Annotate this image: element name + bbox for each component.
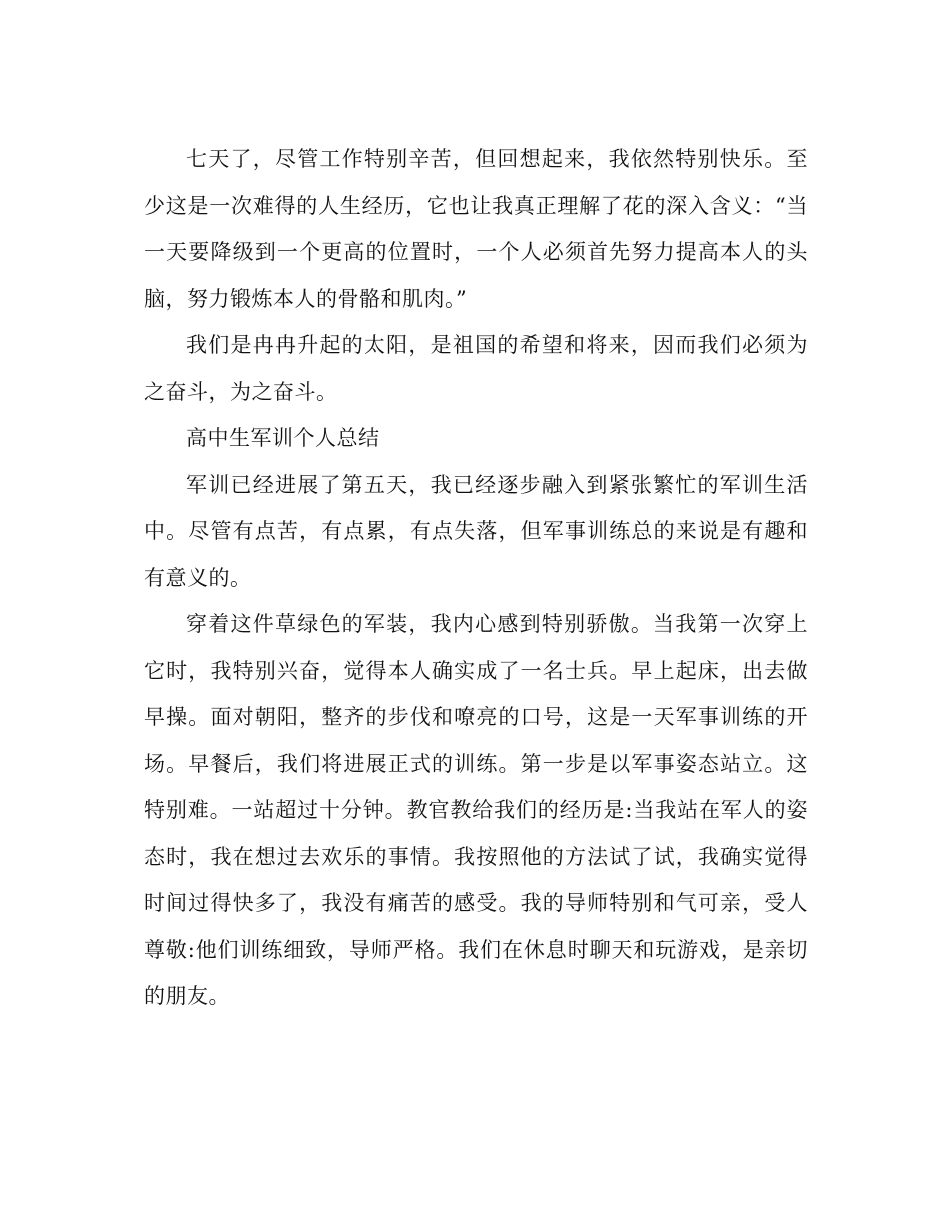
paragraph-1: 七天了，尽管工作特别辛苦，但回想起来，我依然特别快乐。至少这是一次难得的人生经历，它也让我真正理解了花的深入含义：“当一天要降级到一个更高的位置时，一个人必须首先努力提高本人的头脑，努力锻炼本人的骨骼和肌肉。” <box>144 147 808 311</box>
paragraph-4: 穿着这件草绿色的军装，我内心感到特别骄傲。当我第一次穿上它时，我特别兴奋，觉得本人确实成了一名士兵。早上起床，出去做早操。面对朝阳，整齐的步伐和嘹亮的口号，这是一天军事训练的开场。早餐后，我们将进展正式的训练。第一步是以军事姿态站立。这特别难。一站超过十分钟。教官教给我们的经历是:当我站在军人的姿态时，我在想过去欢乐的事情。我按照他的方法试了试，我确实觉得时间过得快多了，我没有痛苦的感受。我的导师特别和气可亲，受人尊敬:他们训练细致，导师严格。我们在休息时聊天和玩游戏，是亲切的朋友。 <box>144 612 808 1008</box>
paragraph-3: 军训已经进展了第五天，我已经逐步融入到紧张繁忙的军训生活中。尽管有点苦，有点累，有点失落，但军事训练总的来说是有趣和有意义的。 <box>144 472 808 590</box>
paragraph-2: 我们是冉冉升起的太阳，是祖国的希望和将来，因而我们必须为之奋斗，为之奋斗。 <box>144 333 808 404</box>
document-body <box>144 136 808 1020</box>
section-heading: 高中生军训个人总结 <box>186 426 380 450</box>
